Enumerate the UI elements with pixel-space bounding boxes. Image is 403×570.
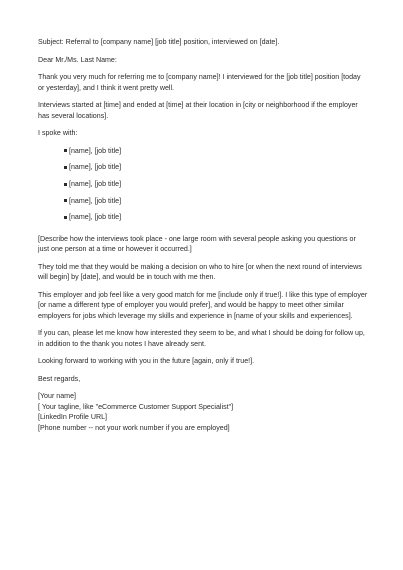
bullet-icon xyxy=(64,166,67,169)
salutation: Dear Mr./Ms. Last Name: xyxy=(38,55,117,64)
closing: Best regards, xyxy=(38,374,81,383)
subject-line: Subject: Referral to [company name] [job title] position, interviewed on [date]. xyxy=(38,38,280,46)
bullet-icon xyxy=(64,199,67,202)
bullet-icon xyxy=(64,149,67,152)
paragraph-decision-date: They told me that they would be making a decision on who to hire [or when the next round of interviews will begin] by [date], and would be in touch with me then. xyxy=(38,262,362,282)
signature-linkedin: [LinkedIn Profile URL] xyxy=(38,413,108,422)
contact-entry: [name], [job title] xyxy=(69,213,122,222)
list-item xyxy=(38,162,368,179)
paragraph-interview-time: Interviews started at [time] and ended at [time] at their location in [city or neighborhood if the employer has several locations]. xyxy=(38,101,358,120)
contact-entry: [name], [job title] xyxy=(69,163,122,172)
contact-entry: [name], [job title] xyxy=(69,196,122,205)
list-item xyxy=(38,196,368,213)
paragraph-thanks: Thank you very much for referring me to [company name]! I interviewed for the [job title] position [today or yesterday], and I think it went pretty well. xyxy=(38,73,361,92)
paragraph-job-match: This employer and job feel like a very good match for me [include only if true!]. I like this type of employer [or name a different type of employer you would prefer], and would be happy to meet other similar employers for jobs which leverage my skills and experience in [name of your skills and experiences]. xyxy=(38,290,368,320)
spoke-with-label: I spoke with: xyxy=(38,129,78,138)
contact-entry: [name], [job title] xyxy=(69,179,122,188)
list-item xyxy=(38,179,368,196)
signature-block xyxy=(38,391,368,433)
signature-name: [Your name] xyxy=(38,392,76,401)
paragraph-follow-up: If you can, please let me know how interested they seem to be, and what I should be doing for follow up, in addition to the thank you notes I have already sent. xyxy=(38,329,365,348)
signature-phone: [Phone number -- not your work number if you are employed] xyxy=(38,423,230,432)
list-item xyxy=(38,212,368,229)
contact-list xyxy=(38,146,368,229)
contact-entry: [name], [job title] xyxy=(69,146,122,155)
paragraph-future: Looking forward to working with you in the future [again, only if true!]. xyxy=(38,357,255,366)
bullet-icon xyxy=(64,216,67,219)
signature-tagline: [ Your tagline, like "eCommerce Customer Support Specialist"] xyxy=(38,402,234,411)
bullet-icon xyxy=(64,183,67,186)
list-item xyxy=(38,146,368,163)
paragraph-interview-format: [Describe how the interviews took place - one large room with several people asking you questions or just one person at a time or however it occurred.] xyxy=(38,234,356,254)
referral-letter xyxy=(38,37,368,433)
